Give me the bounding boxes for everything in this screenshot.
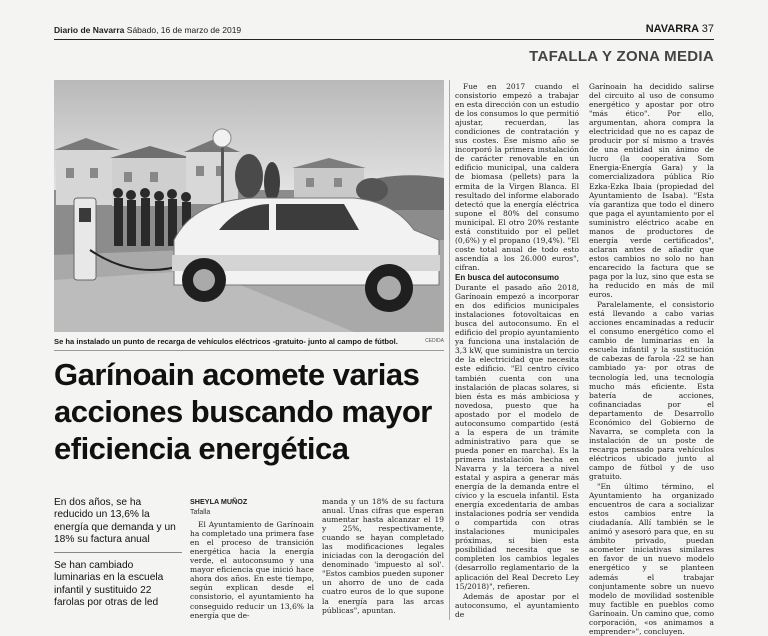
paragraph: Durante el pasado año 2018, Garínoain empezó a incorporar en dos edificios municipales instalaciones fotovoltaicas en busca del autoconsumo. En el edificio del propio ayuntamiento ya funciona una instalación de 3,3 kW, que suministra un tercio de la electricidad que necesita este edificio. "El centro cívico también cuenta con una instalación de placas solares, si bien ésta es más ambiciosa y novedosa, puesto que ha apostado por el modelo de autoconsumo compartido (está a la espera de un trámite administrativo para que se pueda poner en marcha). Es la primera instalación hecha en Navarra y la tercera a nivel estatal y aspira a generar más energía de la demanda entre el cívico y la escuela infantil. Esta energía excedentaria de ambas instalaciones podría ser vendida o compartida con otras instalaciones municipales próximas, si bien esta posibilidad necesita que se completen los cambios legales (desarrollo reglamentario de la aplicación del Real Decreto Ley 15/2018)", refieren. bbox=[455, 283, 579, 591]
photo-caption bbox=[54, 337, 444, 346]
caption-rule bbox=[54, 350, 444, 351]
subheadline-2: Se han cambiado luminarias en la escuela infantil y sustituido 22 farolas por otras de led bbox=[54, 560, 164, 609]
section-subhead: En busca del autoconsumo bbox=[455, 272, 560, 282]
paragraph: manda y un 18% de su factura anual. Unas cifras que esperan aumentar hasta alcanzar el 19 y 25%, respectivamente, cuando se hayan completado las modificaciones legales iniciadas con la derogación del denominado 'impuesto al sol'. "Estos cambios pueden suponer un ahorro de uno de cada cuatro euros de lo que supone la energía para las arcas públicas", apuntan. bbox=[322, 497, 444, 615]
paragraph: Paralelamente, el consistorio está llevando a cabo varias acciones encaminadas a reducir el consumo energético como el cambio de luminarias en la escuela infantil y la sustitución de cabezas de farola -22 se han cambiado ya- por otras de tecnología led, una tecnología mucho más eficiente. Esta batería de acciones, cofinanciadas por el departamento de Desarrollo Económico del Gobierno de Navarra, se completa con la instalación de un poste de recarga pensado para vehículos eléctricos ubicado junto al campo de fútbol y de uso gratuito. bbox=[589, 300, 714, 482]
paragraph: El Ayuntamiento de Garínoain ha completado una primera fase en el proceso de transición energética hacia la energía verde, el autoconsumo y una mayor eficiencia que inició hace ahora dos años. En este tiempo, según explican desde el consistorio, el ayuntamiento ha conseguido reducir un 13,6% la energía que de- bbox=[190, 520, 314, 620]
page-number: 37 bbox=[701, 23, 714, 35]
page-header bbox=[54, 22, 714, 40]
paper-name: Diario de Navarra bbox=[54, 25, 125, 35]
column-3 bbox=[455, 82, 579, 620]
news-photo bbox=[54, 80, 444, 332]
column-2 bbox=[322, 497, 444, 616]
brand: NAVARRA bbox=[645, 23, 699, 35]
subheadline-divider bbox=[54, 552, 182, 553]
caption-text: Se ha instalado un punto de recarga de vehículos eléctricos -gratuito- junto al campo de fútbol. bbox=[54, 337, 398, 346]
photo-credit: CEDIDA bbox=[425, 338, 444, 344]
charging-station-car-photo bbox=[54, 80, 444, 332]
paragraph: Además de apostar por el autoconsumo, el ayuntamiento de bbox=[455, 591, 579, 619]
section-title: TAFALLA Y ZONA MEDIA bbox=[529, 48, 714, 65]
brand-and-page bbox=[646, 23, 714, 35]
column-divider bbox=[449, 80, 450, 620]
column-4 bbox=[589, 82, 714, 636]
paragraph: "En último término, el Ayuntamiento ha organizado encuentros de cara a socializar estos cambios entre la ciudadanía. Allí también se le animó y asesoró para que, en su ámbito privado, puedan acometer iniciativas similares en favor de un nuevo modelo energético y se planteen además el trabajar conjuntamente sobre un nuevo modelo de movilidad sostenible muy factible en pueblos como Garínoain. Un camino que, como corporación, «os animamos a emprender»", concluyen. bbox=[589, 482, 714, 636]
paragraph: Fue en 2017 cuando el consistorio empezó a trabajar en esta dirección con un estudio de los consumos lo que permitió ajustar, recuerdan, las condiciones de contratación y sus costes. Ese mismo año se incorporó la primera instalación de carácter renovable en un edificio municipal, una caldera de biomasa (pellets) para la ermita de la Virgen Blanca. El resultado del informe elaborado detectó que la energía eléctrica supone el 80% del consumo municipal. El otro 20% restante está constituido por el pellet (0,6%) y el propano (19,4%). "El coste total anual de todo esto ascendía a los 26.000 euros", cifran. bbox=[455, 82, 579, 272]
paper-and-date bbox=[54, 25, 241, 35]
column-1 bbox=[190, 497, 314, 621]
subheadline-1: En dos años, se ha reducido un 13,6% la energía que demanda y un 18% su factura anual bbox=[54, 497, 176, 546]
paragraph: Garínoain ha decidido salirse del circuito al uso de consumo energético y apostar por otro "más ético". Por ello, argumentan, ahora compra la electricidad que no es capaz de producir por sí mismo a través de una entidad sin ánimo de lucro (la cooperativa Som Energia-Energía Gara) y la comercializadora pública Río Ezka-Ezka Ibaia (propiedad del Ayuntamiento de Isaba). "Esta vía garantiza que todo el dinero que paga el ayuntamiento por el suministro eléctrico acabe en manos de productores de energía verde certificados", aclaran antes de añadir que estos cambios no solo no han encarecido la factura que se paga por la luz, sino que esta se ha reducido en más de mil euros. bbox=[589, 82, 714, 300]
byline: SHEYLA MUÑOZ bbox=[190, 497, 248, 506]
issue-date: Sábado, 16 de marzo de 2019 bbox=[126, 25, 242, 35]
article-headline: Garínoain acomete varias acciones buscando mayor eficiencia energética bbox=[54, 357, 432, 466]
dateline: Tafalla bbox=[190, 509, 211, 517]
